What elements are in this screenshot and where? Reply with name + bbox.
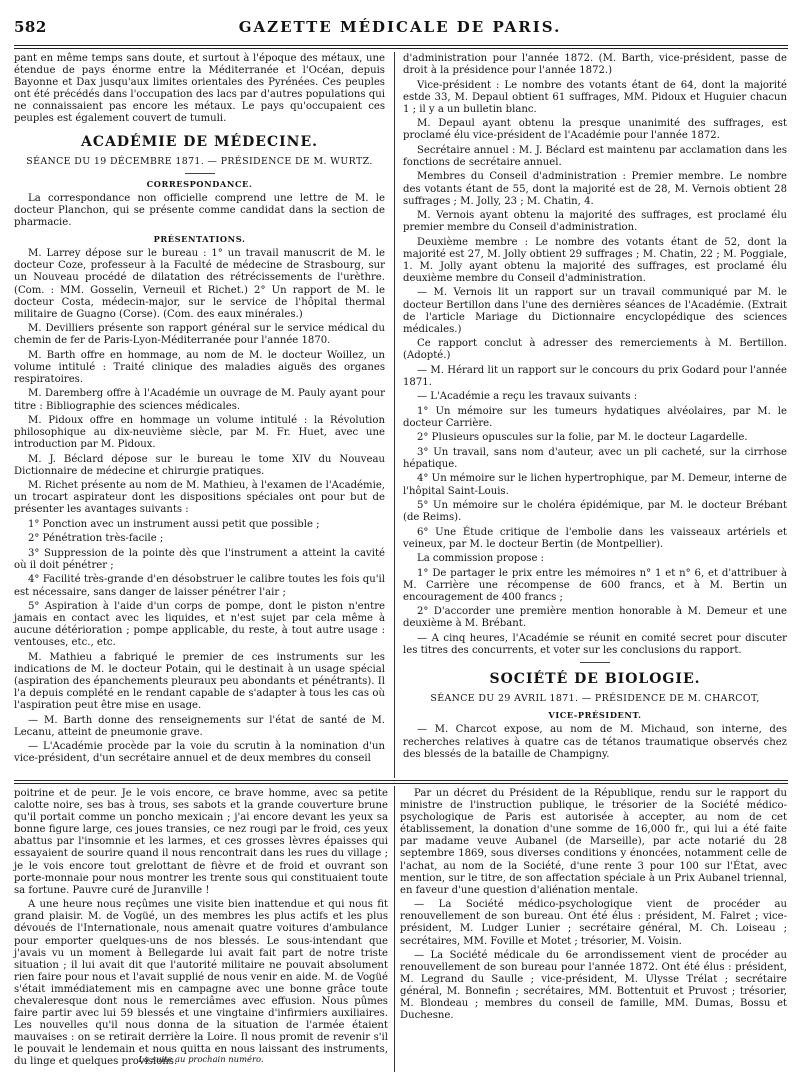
page-number: 582 xyxy=(14,18,47,36)
paragraph: M. J. Béclard dépose sur le bureau le tome XIV du Nouveau Dictionnaire de médecine et chirurgie pratiques. xyxy=(14,453,385,477)
paragraph: poitrine et de peur. Je le vois encore, ce brave homme, avec sa petite calotte noire, ses bas à trous, ses sabots et la grande couverture brune qu'il portait comme un poncho mexicain ; j'ai encore devant les yeux sa bonne figure large, ces joues transies, ce nez rougi par le froid, ces yeux abattus par l'insomnie et les larmes, et ces grosses lèvres épaisses qui essayaient de sourire quand il nous rencontrait dans les rues du village ; je le vois encore tout grelottant de fièvre et de froid et ouvrant son porte-monnaie pour nous montrer les trente sous qui constituaient toute sa fortune. Pauvre curé de Juranville ! xyxy=(14,788,388,896)
paragraph: M. Richet présente au nom de M. Mathieu, à l'examen de l'Académie, un trocart aspirateur dont les dispositions spéciales ont pour but de présenter les avantages suivants : xyxy=(14,480,385,516)
paragraph: — M. Vernois lit un rapport sur un travail communiqué par M. le docteur Bertillon dans l'une des dernières séances de l'Académie. (Extrait de l'article Mariage du Dictionnaire encyclopédique des sciences médicales.) xyxy=(403,287,787,335)
list-item: 5° Aspiration à l'aide d'un corps de pompe, dont le piston n'entre jamais en contact avec les liquides, et n'est sujet par cela même à aucune détérioration ; pompe applicable, du reste, à tout autre usage : ventouses, etc., etc. xyxy=(14,601,385,649)
list-item: 1° Ponction avec un instrument aussi petit que possible ; xyxy=(28,518,320,530)
paragraph: — La Société médico-psychologique vient de procéder au renouvellement de son bureau. Ont été élus : président, M. Falret ; vice-président, M. Ludger Lunier ; secrétaire général, M. Ch. Loiseau ; secrétaires, MM. Foville et Motet ; trésorier, M. Voisin. xyxy=(400,899,787,947)
session-heading: SÉANCE DU 29 AVRIL 1871. — PRÉSIDENCE DE M. CHARCOT, xyxy=(430,693,760,705)
paragraph: Par un décret du Président de la République, rendu sur le rapport du ministre de l'instruction publique, le trésorier de la Société médico-psychologique de Paris est autorisée à accepter, au nom de cet établissement, la donation d'une somme de 16,000 fr., qui lui a été faite par madame veuve Aubanel (de Marseille), par acte notarié du 28 septembre 1869, sous diverses conditions y énoncées, notamment celle de l'achat, au nom de la Société, d'une rente 3 pour 100 sur l'État, avec mention, sur le titre, de son affectation spéciale à un Prix Aubanel triennal, en faveur d'une question d'aliénation mentale. xyxy=(400,788,787,896)
paragraph: — M. Charcot expose, au nom de M. Michaud, son interne, des recherches relatives à quatre cas de tétanos traumatique observés chez des blessés de la bataille de Champigny. xyxy=(403,724,787,760)
paragraph: M. Vernois ayant obtenu la majorité des suffrages, est proclamé élu premier membre du Conseil d'administration. xyxy=(403,210,787,234)
page-header xyxy=(0,18,800,48)
feuilleton-column xyxy=(14,788,388,1071)
list-item: 1° De partager le prix entre les mémoires n° 1 et n° 6, et d'attribuer à M. Carrière une récompense de 600 francs, et à M. Bertin un encouragement de 400 francs ; xyxy=(403,567,787,603)
list-item: 3° Un travail, sans nom d'auteur, avec un pli cacheté, sur la cirrhose hépatique. xyxy=(403,446,787,470)
subheading-presentations: PRÉSENTATIONS. xyxy=(153,234,246,245)
column-divider-top xyxy=(394,52,395,778)
column-divider-bottom xyxy=(394,786,395,1072)
page-title: GAZETTE MÉDICALE DE PARIS. xyxy=(238,18,562,36)
paragraph: — M. Barth donne des renseignements sur l'état de santé de M. Lecanu, atteint de pneumonie grave. xyxy=(14,714,385,738)
paragraph: M. Pidoux offre en hommage un volume intitulé : la Révolution philosophique au dix-neuvième siècle, par M. Fr. Huet, avec une introduction par M. Pidoux. xyxy=(14,415,385,451)
paragraph: — La Société médicale du 6e arrondissement vient de procéder au renouvellement de son bureau pour l'année 1872. Ont été élus : président, M. Legrand du Saulle ; vice-président, M. Ulysse Trélat ; secrétaire général, M. Bonnefin ; secrétaires, MM. Bottentuit et Pruvost ; trésorier, M. Blondeau ; membres du conseil de famille, MM. Dumas, Bossu et Duchesne. xyxy=(400,950,787,1022)
paragraph: La correspondance non officielle comprend une lettre de M. le docteur Planchon, qui se présente comme candidat dans la section de pharmacie. xyxy=(14,192,385,229)
section-rule-thin xyxy=(14,783,788,784)
short-rule xyxy=(580,662,610,663)
session-heading: SÉANCE DU 19 DÉCEMBRE 1871. — PRÉSIDENCE DE M. WURTZ. xyxy=(26,155,373,167)
paragraph: Membres du Conseil d'administration : Premier membre. Le nombre des votants étant de 55, dont la majorité est de 28, M. Vernois obtient 28 suffrages ; M. Jolly, 23 ; M. Chatin, 4. xyxy=(403,171,787,207)
paragraph: — L'Académie procède par la voie du scrutin à la nomination d'un vice-président, d'un secrétaire annuel et de deux membres du conseil xyxy=(14,741,385,765)
list-item: 4° Facilité très-grande d'en désobstruer le calibre toutes les fois qu'il est nécessaire, sans danger de laisser pénétrer l'air ; xyxy=(14,574,385,598)
paragraph: M. Depaul ayant obtenu la presque unanimité des suffrages, est proclamé élu vice-président de l'Académie pour l'année 1872. xyxy=(403,118,787,142)
paragraph: Secrétaire annuel : M. J. Béclard est maintenu par acclamation dans les fonctions de secrétaire annuel. xyxy=(403,144,787,168)
list-item: 3° Suppression de la pointe dès que l'instrument a atteint la cavité où il doit pénétrer ; xyxy=(14,547,385,571)
paragraph: A une heure nous reçûmes une visite bien inattendue et qui nous fit grand plaisir. M. de Vogüé, un des membres les plus actifs et les plus dévoués de l'Internationale, nous amenait quatre voitures d'ambulance pour emporter quelques-uns de nos blessés. Le sous-intendant que j'avais vu un moment à Bellegarde lui avait fait part de notre triste situation ; il lui avait dit que l'autorité militaire ne pouvait absolument rien faire pour nous et l'avait supplié de nous venir en aide. M. de Vogüé s'était immédiatement mis en campagne avec une bonne grâce toute chevaleresque dont nous le remerciâmes avec effusion. Nous pûmes faire partir avec lui 59 blessés et une vingtaine d'infirmiers auxiliaires. Les nouvelles qu'il nous donna de la situation de l'armée étaient mauvaises : on se retirait derrière la Loire. Il nous promit de revenir s'il le pouvait le lendemain et nous quitta en nous laissant des instruments, du linge et quelques provisions. xyxy=(14,899,388,1068)
paragraph: — L'Académie a reçu les travaux suivants : xyxy=(417,391,638,403)
paragraph: M. Barth offre en hommage, au nom de M. le docteur Woillez, un volume intitulé : Traité clinique des maladies aiguës des organes respiratoires. xyxy=(14,349,385,385)
left-column xyxy=(14,53,385,768)
list-item: 5° Un mémoire sur le choléra épidémique, par M. le docteur Brébant (de Reims). xyxy=(403,500,787,524)
intro-paragraph: pant en même temps sans doute, et surtout à l'époque des métaux, une étendue de pays énorme entre la Méditerranée et l'Océan, depuis Bayonne et Dax jusqu'aux limites orientales des Pyrénées. Ces peuples ont été précédés dans l'occupation des lacs par d'autres populations qui ne connaissaient pas encore les métaux. Le pays qu'occupaient ces peuples est également couvert de tumuli. xyxy=(14,53,385,125)
list-item: 2° Plusieurs opuscules sur la folie, par M. le docteur Lagardelle. xyxy=(417,432,748,444)
section-heading: ACADÉMIE DE MÉDECINE. xyxy=(81,133,318,150)
short-rule xyxy=(185,173,215,174)
paragraph: La commission propose : xyxy=(417,553,545,565)
list-item: 6° Une Étude critique de l'embolie dans les vaisseaux artériels et veineux, par M. le docteur Bertin (de Montpellier). xyxy=(403,526,787,550)
paragraph: Vice-président : Le nombre des votants étant de 64, dont la majorité estde 33, M. Depaul obtient 61 suffrages, MM. Pidoux et Huguier chacun 1 ; il y a un bulletin blanc. xyxy=(403,79,787,115)
paragraph: M. Larrey dépose sur le bureau : 1° un travail manuscrit de M. le docteur Coze, professeur à la Faculté de médecine de Strasbourg, sur un Nouveau procédé de dilatation des rétrécissements de l'urèthre. (Com. : MM. Gosselin, Verneuil et Richet.) 2° Un rapport de M. le docteur Costa, médecin-major, sur le service de l'hôpital thermal militaire de Guagno (Corse). (Com. des eaux minérales.) xyxy=(14,248,385,320)
list-item: 4° Un mémoire sur le lichen hypertrophique, par M. Demeur, interne de l'hôpital Saint-Louis. xyxy=(403,473,787,497)
subheading-vice-president: VICE-PRÉSIDENT. xyxy=(548,710,642,721)
list-item: 2° Pénétration très-facile ; xyxy=(28,533,164,545)
news-column xyxy=(400,788,787,1025)
paragraph: Deuxième membre : Le nombre des votants étant de 52, dont la majorité est 27, M. Jolly obtient 29 suffrages ; M. Chatin, 22 ; M. Poggiale, 1. M. Jolly ayant obtenu la majorité des suffrages, est proclamé élu deuxième membre du Conseil d'administration. xyxy=(403,236,787,284)
header-rule-thin xyxy=(14,48,788,49)
section-rule xyxy=(14,780,788,781)
paragraph: M. Daremberg offre à l'Académie un ouvrage de M. Pauly ayant pour titre : Bibliographie des sciences médicales. xyxy=(14,388,385,412)
section-heading: SOCIÉTÉ DE BIOLOGIE. xyxy=(489,671,701,688)
subheading-correspondance: CORRESPONDANCE. xyxy=(146,178,253,189)
right-column xyxy=(403,53,787,763)
paragraph: M. Mathieu a fabriqué le premier de ces instruments sur les indications de M. le docteur Potain, qui le destinait à un usage spécial (aspiration des épanchements pleuraux peu abondants et pénétrants). Il l'a depuis complété en le rendant capable de s'adapter à tous les cas où l'aspiration peut être mise en usage. xyxy=(14,651,385,712)
paragraph: Ce rapport conclut à adresser des remerciements à M. Bertillon. (Adopté.) xyxy=(403,338,787,362)
continuation-note: La suite au prochain numéro. xyxy=(138,1054,264,1064)
paragraph: d'administration pour l'année 1872. (M. Barth, vice-président, passe de droit à la présidence pour l'année 1872.) xyxy=(403,53,787,77)
list-item: 2° D'accorder une première mention honorable à M. Demeur et une deuxième à M. Brébant. xyxy=(403,606,787,630)
paragraph: — M. Hérard lit un rapport sur le concours du prix Godard pour l'année 1871. xyxy=(403,364,787,388)
paragraph: M. Devilliers présente son rapport général sur le service médical du chemin de fer de Paris-Lyon-Méditerranée pour l'année 1870. xyxy=(14,323,385,347)
header-rule xyxy=(14,45,788,46)
paragraph: — A cinq heures, l'Académie se réunit en comité secret pour discuter les titres des concurrents, et voter sur les conclusions du rapport. xyxy=(403,632,787,657)
list-item: 1° Un mémoire sur les tumeurs hydatiques alvéolaires, par M. le docteur Carrière. xyxy=(403,405,787,429)
